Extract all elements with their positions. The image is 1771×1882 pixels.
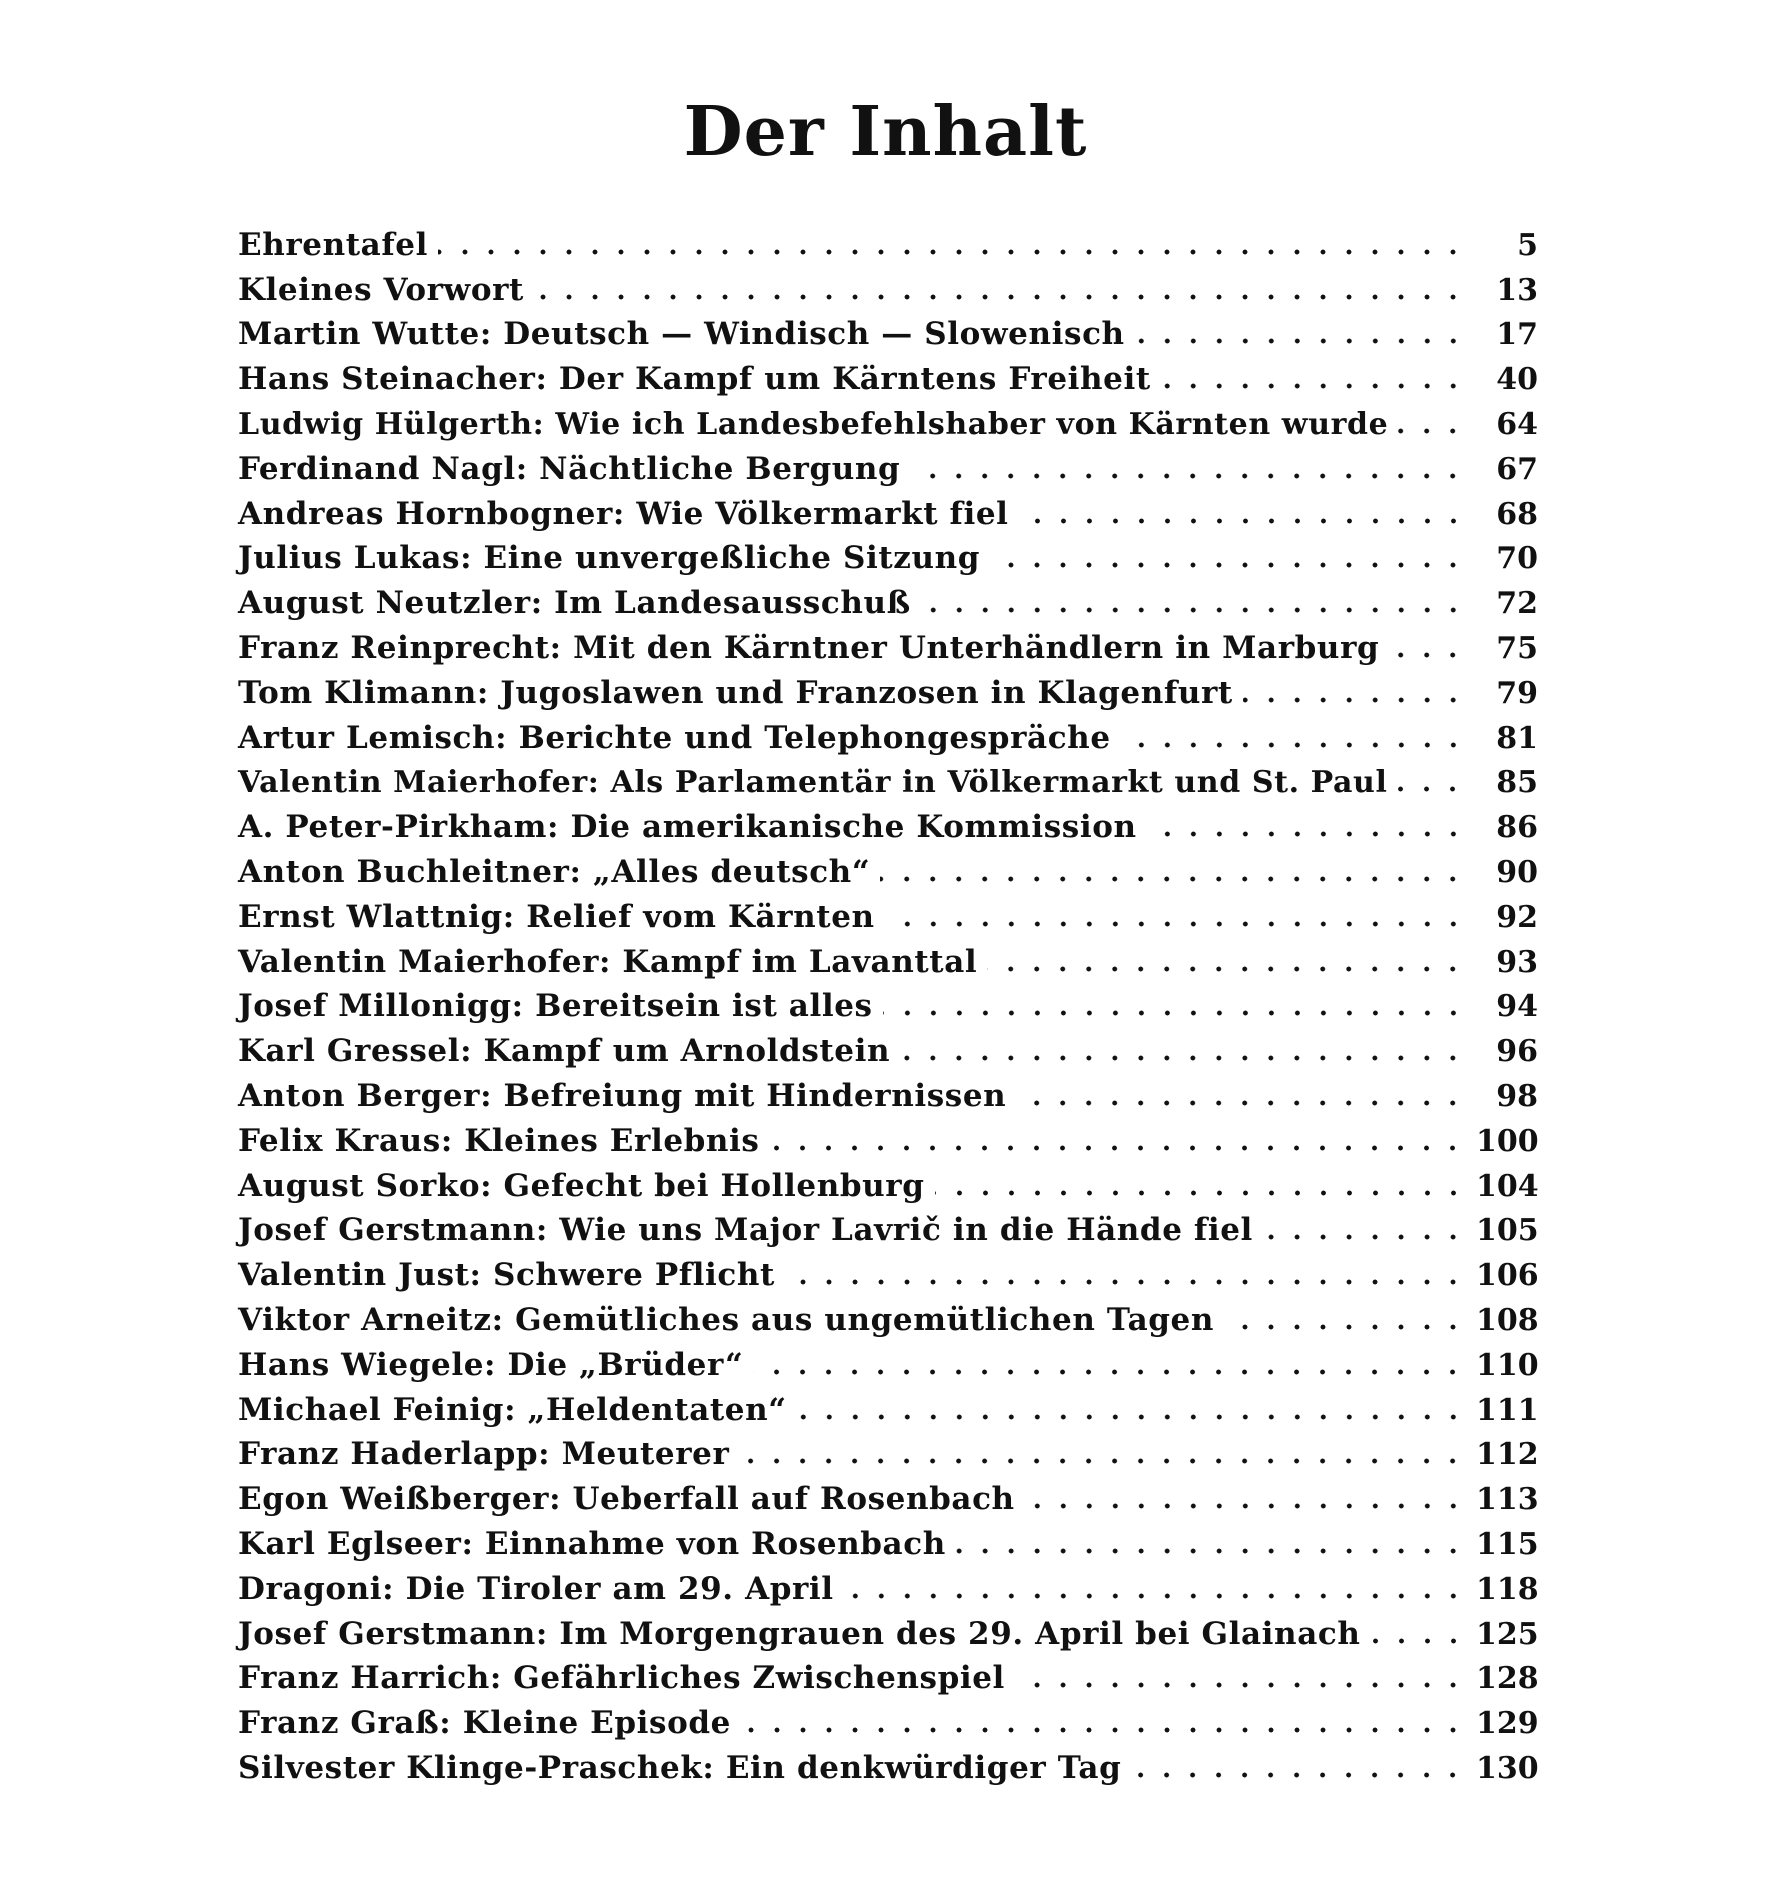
toc-entry-title: August Sorko: Gefecht bei Hollenburg	[238, 1167, 925, 1204]
toc-entry-page-number: 96	[1496, 1034, 1538, 1070]
toc-entry	[238, 800, 1538, 845]
toc-entry-page-number: 111	[1476, 1392, 1539, 1428]
toc-entry-title: Hans Steinacher: Der Kampf um Kärntens Freiheit	[238, 361, 1151, 398]
toc-entry-title: Anton Berger: Befreiung mit Hindernissen	[238, 1077, 1007, 1114]
toc-entry-page-number: 98	[1496, 1078, 1538, 1114]
toc-entry	[238, 1428, 1538, 1473]
toc-entry-page-number: 79	[1496, 675, 1538, 711]
toc-entry	[238, 711, 1538, 756]
toc-entry-page-number: 130	[1476, 1750, 1539, 1786]
toc-entry-page-number: 70	[1496, 541, 1538, 577]
toc-entry	[238, 1696, 1538, 1741]
toc-entry	[238, 845, 1538, 890]
toc-entry	[238, 890, 1538, 935]
dot-leader	[1243, 697, 1466, 703]
toc-entry-page-number: 86	[1496, 810, 1538, 846]
toc-entry-page-number: 64	[1496, 406, 1538, 442]
dot-leader	[935, 1190, 1466, 1196]
toc-entry-page-number: 81	[1496, 720, 1538, 756]
toc-entry-title: Valentin Maierhofer: Kampf im Lavanttal	[238, 943, 978, 980]
toc-entry-page-number: 125	[1476, 1616, 1539, 1652]
toc-entry	[238, 532, 1538, 577]
toc-entry-title: Anton Buchleitner: „Alles deutsch“	[238, 853, 871, 890]
toc-entry	[238, 621, 1538, 666]
dot-leader	[921, 607, 1466, 613]
toc-entry	[238, 1069, 1538, 1114]
toc-entry-page-number: 115	[1476, 1526, 1539, 1562]
toc-entry-title: Julius Lukas: Eine unvergeßliche Sitzung	[238, 540, 981, 577]
dot-leader	[956, 1548, 1466, 1554]
toc-entry-title: Dragoni: Die Tiroler am 29. April	[238, 1570, 834, 1607]
toc-entry-page-number: 40	[1496, 362, 1538, 398]
toc-entry-title: Andreas Hornbogner: Wie Völkermarkt fiel	[238, 495, 1009, 532]
toc-entry	[238, 576, 1538, 621]
dot-leader	[1015, 1682, 1466, 1688]
toc-entry	[238, 397, 1538, 442]
toc-entry-title: Artur Lemisch: Berichte und Telephongespräche	[238, 719, 1111, 756]
toc-entry-page-number: 68	[1496, 496, 1538, 532]
toc-entry-title: Egon Weißberger: Ueberfall auf Rosenbach	[238, 1481, 1015, 1518]
toc-entry	[238, 666, 1538, 711]
toc-entry-page-number: 72	[1496, 586, 1538, 622]
dot-leader	[1397, 786, 1466, 792]
toc-entry-page-number: 13	[1496, 272, 1538, 308]
toc-entry	[238, 1741, 1538, 1786]
toc-entry-title: Karl Gressel: Kampf um Arnoldstein	[238, 1033, 891, 1070]
dot-leader	[753, 1369, 1466, 1375]
toc-entry	[238, 1607, 1538, 1652]
dot-leader	[1131, 1772, 1466, 1778]
dot-leader	[1224, 1324, 1466, 1330]
toc-entry-page-number: 108	[1476, 1302, 1539, 1338]
toc-entry-title: Silvester Klinge-Praschek: Ein denkwürdiger Tag	[238, 1749, 1122, 1786]
toc-entry	[238, 352, 1538, 397]
dot-leader	[1016, 1100, 1466, 1106]
dot-leader	[1135, 338, 1466, 344]
toc-entry	[238, 1517, 1538, 1562]
dot-leader	[769, 1145, 1466, 1151]
dot-leader	[900, 1055, 1466, 1061]
dot-leader	[534, 294, 1466, 300]
toc-entry	[238, 1562, 1538, 1607]
toc-entry-title: Hans Wiegele: Die „Brüder“	[238, 1346, 744, 1383]
dot-leader	[741, 1727, 1466, 1733]
toc-entry-title: Felix Kraus: Kleines Erlebnis	[238, 1122, 760, 1159]
toc-entry-title: Valentin Just: Schwere Pflicht	[238, 1257, 775, 1294]
toc-entry-page-number: 100	[1476, 1123, 1539, 1159]
dot-leader	[987, 966, 1466, 972]
dot-leader	[438, 249, 1466, 255]
dot-leader	[1398, 428, 1466, 434]
toc-entry-title: Tom Klimann: Jugoslawen und Franzosen in Klagenfurt	[238, 674, 1233, 711]
toc-entry-page-number: 5	[1517, 227, 1538, 263]
toc-entry-title: August Neutzler: Im Landesausschuß	[238, 585, 911, 622]
dot-leader	[1263, 1234, 1466, 1240]
toc-entry	[238, 263, 1538, 308]
toc-entry	[238, 1248, 1538, 1293]
toc-entry-page-number: 92	[1496, 899, 1538, 935]
dot-leader	[1121, 742, 1466, 748]
toc-entry-title: Viktor Arneitz: Gemütliches aus ungemütlichen Tagen	[238, 1301, 1215, 1338]
dot-leader	[885, 921, 1466, 927]
toc-entry-page-number: 110	[1476, 1347, 1539, 1383]
toc-entry	[238, 218, 1538, 263]
toc-entry-page-number: 90	[1496, 854, 1538, 890]
toc-entry-title: Franz Harrich: Gefährliches Zwischenspiel	[238, 1660, 1005, 1697]
toc-entry-title: Josef Millonigg: Bereitsein ist alles	[238, 988, 873, 1025]
toc-entry	[238, 756, 1538, 801]
toc-entry-page-number: 128	[1476, 1661, 1539, 1697]
toc-entry-page-number: 129	[1476, 1706, 1539, 1742]
toc-entry	[238, 1159, 1538, 1204]
toc-entry-page-number: 75	[1496, 630, 1538, 666]
dot-leader	[990, 562, 1466, 568]
toc-entry-title: Ehrentafel	[238, 226, 429, 263]
toc-entry-title: A. Peter-Pirkham: Die amerikanische Kommission	[238, 809, 1137, 846]
toc-entry-title: Josef Gerstmann: Im Morgengrauen des 29. April bei Glainach	[238, 1615, 1361, 1652]
toc-entry-title: Karl Eglseer: Einnahme von Rosenbach	[238, 1525, 946, 1562]
toc-entry-title: Josef Gerstmann: Wie uns Major Lavrič in die Hände fiel	[238, 1212, 1253, 1249]
toc-entry-title: Valentin Maierhofer: Als Parlamentär in Völkermarkt und St. Paul	[238, 765, 1388, 801]
toc-entry-title: Ferdinand Nagl: Nächtliche Bergung	[238, 450, 901, 487]
toc-entry-page-number: 94	[1496, 989, 1538, 1025]
page-title: Der Inhalt	[683, 92, 1088, 172]
toc-entry-page-number: 93	[1496, 944, 1538, 980]
toc-entry	[238, 1338, 1538, 1383]
toc-entry-page-number: 112	[1476, 1437, 1539, 1473]
dot-leader	[1161, 383, 1466, 389]
toc-entry-page-number: 106	[1476, 1258, 1539, 1294]
toc-entry	[238, 442, 1538, 487]
toc-entry	[238, 935, 1538, 980]
toc-entry-title: Michael Feinig: „Heldentaten“	[238, 1391, 787, 1428]
toc-entry	[238, 980, 1538, 1025]
toc-entry-page-number: 17	[1496, 317, 1538, 353]
toc-entry	[238, 1114, 1538, 1159]
toc-entry-title: Franz Haderlapp: Meuterer	[238, 1436, 730, 1473]
toc-entry-title: Ernst Wlattnig: Relief vom Kärnten	[238, 898, 875, 935]
dot-leader	[883, 1010, 1466, 1016]
toc-entry-page-number: 67	[1496, 451, 1538, 487]
toc-entry	[238, 1204, 1538, 1249]
dot-leader	[739, 1458, 1466, 1464]
toc-entry-title: Kleines Vorwort	[238, 271, 524, 308]
toc-entry-page-number: 118	[1476, 1571, 1539, 1607]
dot-leader	[785, 1279, 1466, 1285]
toc-entry	[238, 308, 1538, 353]
dot-leader	[1025, 1503, 1466, 1509]
dot-leader	[1371, 1638, 1467, 1644]
table-of-contents	[238, 218, 1538, 1786]
toc-entry	[238, 1293, 1538, 1338]
toc-entry-title: Martin Wutte: Deutsch — Windisch — Slowenisch	[238, 316, 1125, 353]
toc-entry	[238, 1652, 1538, 1697]
dot-leader	[910, 473, 1466, 479]
toc-entry	[238, 1472, 1538, 1517]
dot-leader	[1019, 518, 1466, 524]
toc-entry	[238, 1383, 1538, 1428]
toc-entry	[238, 487, 1538, 532]
toc-entry-title: Ludwig Hülgerth: Wie ich Landesbefehlshaber von Kärnten wurde	[238, 406, 1389, 442]
dot-leader	[844, 1593, 1466, 1599]
toc-entry-page-number: 105	[1476, 1213, 1539, 1249]
dot-leader	[880, 876, 1466, 882]
dot-leader	[797, 1414, 1466, 1420]
toc-entry-title: Franz Reinprecht: Mit den Kärntner Unterhändlern in Marburg	[238, 629, 1380, 666]
toc-entry-page-number: 113	[1476, 1482, 1539, 1518]
toc-entry-page-number: 104	[1476, 1168, 1539, 1204]
toc-entry	[238, 1024, 1538, 1069]
dot-leader	[1389, 652, 1466, 658]
dot-leader	[1147, 831, 1466, 837]
toc-entry-page-number: 85	[1496, 765, 1538, 801]
toc-entry-title: Franz Graß: Kleine Episode	[238, 1705, 731, 1742]
